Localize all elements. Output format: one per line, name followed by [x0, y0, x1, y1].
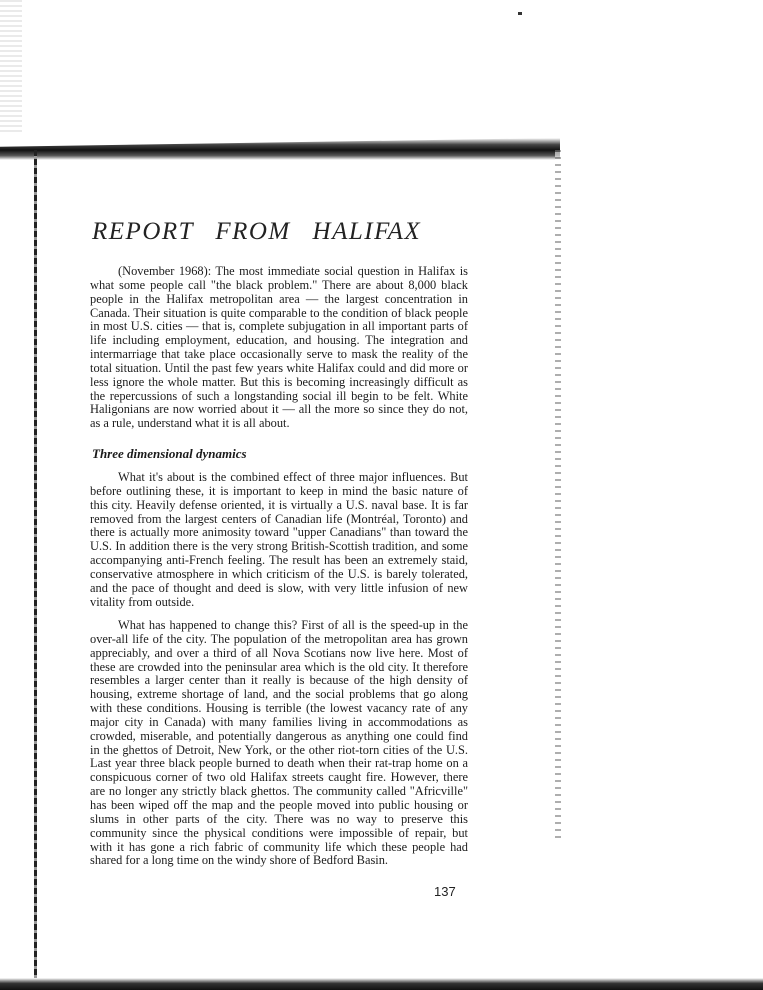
- scan-left-edge: [34, 150, 37, 990]
- paragraph-nature-of-city: What it's about is the combined effect of three major influences. But before outlining these, it is important to keep in mind the basic nature of this city. Heavily defense oriented, it is virtually a U.S. naval base. It is far removed from the largest centers of Canadian life (Montréal, Toronto) and there is actually more animosity toward "upper Canadians" than toward the U.S. In addition there is the very strong British-Scottish tradition, and some accompanying anti-French feeling. The result has been an extremely staid, conservative atmosphere in which criticism of the U.S. is barely tolerated, and the pace of thought and deed is slow, with very little infusion of new vitality from outside.: [90, 470, 468, 609]
- page-number: 137: [434, 884, 456, 899]
- scan-bottom-edge: [0, 978, 763, 990]
- article-title: REPORT FROM HALIFAX: [92, 218, 422, 245]
- scan-speck: [518, 12, 522, 15]
- paragraph-intro: (November 1968): The most immediate social question in Halifax is what some people call "the black problem." There are about 8,000 black people in the Halifax metropolitan area — the largest concentration in Canada. Their situation is quite comparable to the condition of black people in most U.S. cities — that is, complete subjugation in all important parts of life including employment, education, and housing. The integration and intermarriage that take place occasionally serve to mask the reality of the total situation. Until the past few years white Halifax could and did more or less ignore the whole matter. But this is becoming increasingly difficult as the repercussions of such a longstanding social ill begin to be felt. White Haligonians are now worried about it — all the more so since they do not, as a rule, understand what it is all about.: [90, 264, 468, 431]
- scan-noise-left: [0, 0, 22, 135]
- section-heading: Three dimensional dynamics: [92, 446, 247, 461]
- scan-right-edge: [555, 150, 561, 840]
- scan-binding-shadow: [0, 138, 560, 160]
- paragraph-what-happened: What has happened to change this? First of all is the speed-up in the over-all life of the city. The population of the metropolitan area has grown appreciably, and over a third of all Nova Scotians now live here. Most of these are crowded into the peninsular area which is the old city. It therefore resembles a larger center than it really is because of the high density of housing, extreme shortage of land, and the social problems that go along with these conditions. Housing is terrible (the lowest vacancy rate of any major city in Canada) with many families living in accommodations as crowded, miserable, and potentially dangerous as anything one could find in the ghettos of Detroit, New York, or the other riot-torn cities of the U.S. Last year three black people burned to death when their rat-trap home on a conspicuous corner of two old Halifax streets caught fire. However, there are no longer any strictly black ghettos. The community called "Africville" has been wiped off the map and the people moved into public housing or slums in other parts of the city. There was no way to preserve this community since the physical conditions were impossible of repair, but with it has gone a rich fabric of community life which these people had shared for a long time on the windy shore of Bedford Basin.: [90, 618, 468, 868]
